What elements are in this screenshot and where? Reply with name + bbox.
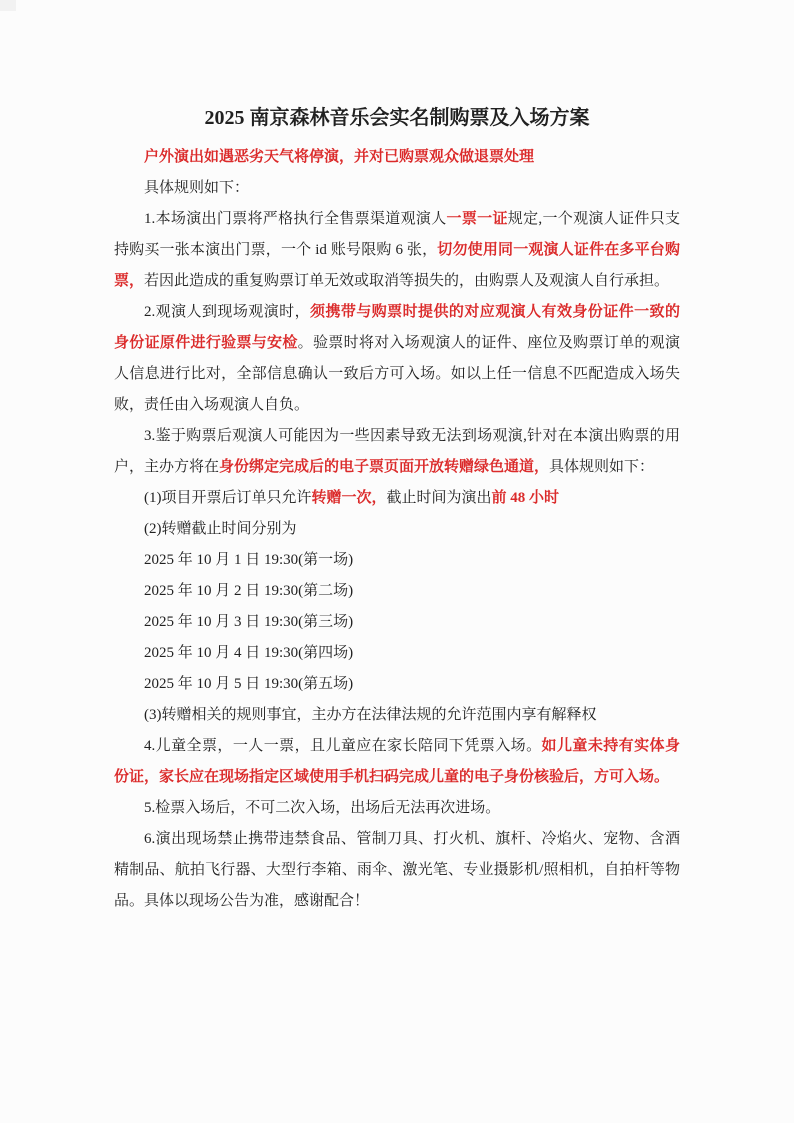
paragraph: [114, 483, 680, 514]
paragraph: [114, 545, 680, 576]
paragraph: [114, 669, 680, 700]
paragraph: [114, 514, 680, 545]
text-run: 截止时间为演出: [386, 490, 492, 506]
text-run-red: 如儿童未持有实体身份证，家长应在现场指定区域使用手机扫码完成儿童的电子身份核验后，方可入场。: [114, 738, 680, 785]
paragraph: [114, 793, 680, 824]
paragraph: [114, 421, 680, 483]
text-run: (3)转赠相关的规则事宜，主办方在法律法规的允许范围内享有解释权: [144, 707, 597, 723]
text-run: 2.观演人到现场观演时，: [144, 304, 311, 320]
paragraph: [114, 638, 680, 669]
paragraph: [114, 731, 680, 793]
text-run: 2025 年 10 月 2 日 19:30(第二场): [144, 583, 354, 599]
text-run-red: 身份绑定完成后的电子票页面开放转赠绿色通道，: [219, 459, 550, 475]
text-run: (1)项目开票后订单只允许: [144, 490, 312, 506]
text-run: 6.演出现场禁止携带违禁食品、管制刀具、打火机、旗杆、冷焰火、宠物、含酒精制品、航拍飞行器、大型行李箱、雨伞、激光笔、专业摄影机/照相机，自拍杆等物品。具体以现场公告为准，感谢配合！: [114, 831, 680, 909]
text-run-red: 户外演出如遇恶劣天气将停演，并对已购票观众做退票处理: [144, 149, 535, 165]
text-run: 3.鉴于购票后观演人可能因为一些因素导致无法到场观演,针对在本演出购票的用户，主办方将在: [114, 428, 680, 475]
text-run: 若因此造成的重复购票订单无效或取消等损失的，由购票人及观演人自行承担。: [144, 273, 670, 289]
paragraph: [114, 204, 680, 297]
text-run: 。验票时将对入场观演人的证件、座位及购票订单的观演人信息进行比对，全部信息确认一致后方可入场。如以上任一信息不匹配造成入场失败，责任由入场观演人自负。: [114, 335, 680, 413]
text-run: (2)转赠截止时间分别为: [144, 521, 297, 537]
paragraph: [114, 142, 680, 173]
paragraph: [114, 297, 680, 421]
paragraph: [114, 607, 680, 638]
text-run: 2025 年 10 月 1 日 19:30(第一场): [144, 552, 354, 568]
text-run: 2025 年 10 月 5 日 19:30(第五场): [144, 676, 354, 692]
text-run: 规定,一个观演人证件只支持购买一张本演出门票，一个 id 账号限购 6 张，: [114, 211, 680, 258]
page-corner-artifact: [0, 0, 16, 11]
text-run: 2025 年 10 月 3 日 19:30(第三场): [144, 614, 354, 630]
paragraph: [114, 824, 680, 917]
document-body: [114, 142, 680, 917]
document-title: 2025 南京森林音乐会实名制购票及入场方案: [204, 107, 590, 129]
text-run: 2025 年 10 月 4 日 19:30(第四场): [144, 645, 354, 661]
text-run-red: 前 48 小时: [491, 490, 560, 506]
text-run: 1.本场演出门票将严格执行全售票渠道观演人: [144, 211, 447, 227]
text-run-red: 切勿使用同一观演人证件在多平台购票，: [114, 242, 680, 289]
paragraph: [114, 173, 680, 204]
text-run: 具体规则如下：: [549, 459, 655, 475]
text-run-red: 须携带与购票时提供的对应观演人有效身份证件一致的身份证原件进行验票与安检: [114, 304, 680, 351]
text-run: 4.儿童全票，一人一票，且儿童应在家长陪同下凭票入场。: [144, 738, 542, 754]
text-run: 5.检票入场后，不可二次入场，出场后无法再次进场。: [144, 800, 501, 816]
text-run: 具体规则如下：: [144, 180, 250, 196]
text-run-red: 一票一证: [446, 211, 508, 227]
text-run-red: 转赠一次，: [311, 490, 387, 506]
paragraph: [114, 576, 680, 607]
paragraph: [114, 700, 680, 731]
